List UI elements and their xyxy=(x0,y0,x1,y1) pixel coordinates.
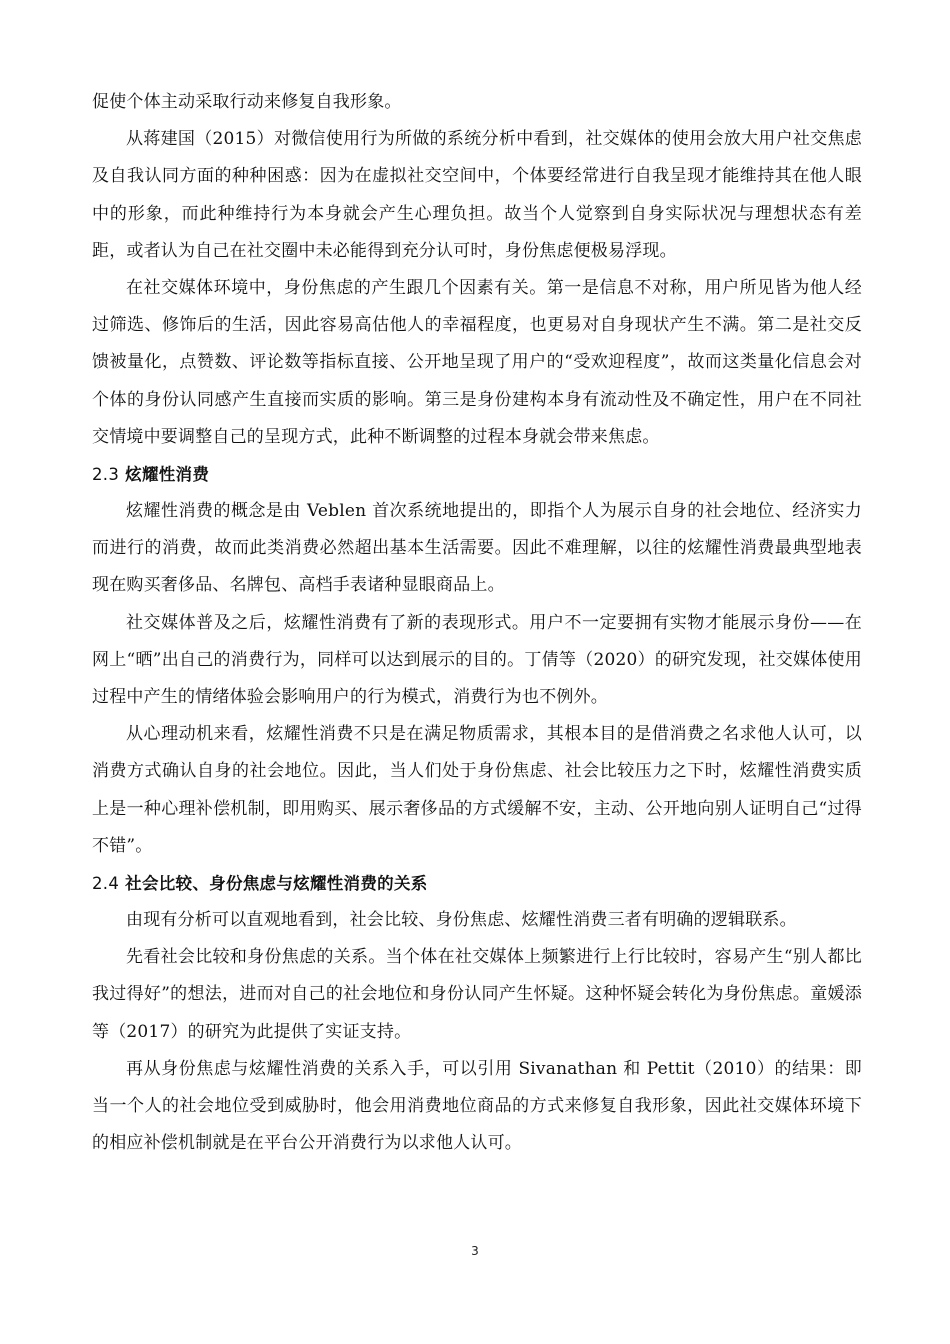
section-heading-2-4 xyxy=(92,865,862,902)
section-number: 2.3 xyxy=(92,465,120,485)
document-body xyxy=(92,84,862,1162)
section-number: 2.4 xyxy=(92,874,120,894)
paragraph: 炫耀性消费的概念是由 Veblen 首次系统地提出的，即指个人为展示自身的社会地位、经济实力而进行的消费，故而此类消费必然超出基本生活需要。因此不难理解，以往的炫耀性消费最典型地表现在购买奢侈品、名牌包、高档手表诸种显眼商品上。 xyxy=(92,501,862,596)
paragraph: 先看社会比较和身份焦虑的关系。当个体在社交媒体上频繁进行上行比较时，容易产生“别人都比我过得好”的想法，进而对自己的社会地位和身份认同产生怀疑。这种怀疑会转化为身份焦虑。童媛添等（2017）的研究为此提供了实证支持。 xyxy=(92,947,862,1042)
paragraph: 再从身份焦虑与炫耀性消费的关系入手，可以引用 Sivanathan 和 Pettit（2010）的结果：即当一个人的社会地位受到威胁时，他会用消费地位商品的方式来修复自我形象，因此社交媒体环境下的相应补偿机制就是在平台公开消费行为以求他人认可。 xyxy=(92,1058,862,1154)
paragraph: 从心理动机来看，炫耀性消费不只是在满足物质需求，其根本目的是借消费之名求他人认可，以消费方式确认自身的社会地位。因此，当人们处于身份焦虑、社会比较压力之下时，炫耀性消费实质上是一种心理补偿机制，即用购买、展示奢侈品的方式缓解不安，主动、公开地向别人证明自己“过得不错”。 xyxy=(92,724,862,856)
paragraph: 社交媒体普及之后，炫耀性消费有了新的表现形式。用户不一定要拥有实物才能展示身份——在网上“晒”出自己的消费行为，同样可以达到展示的目的。丁倩等（2020）的研究发现，社交媒体使用过程中产生的情绪体验会影响用户的行为模式，消费行为也不例外。 xyxy=(92,612,862,708)
paragraph: 从蒋建国（2015）对微信使用行为所做的系统分析中看到，社交媒体的使用会放大用户社交焦虑及自我认同方面的种种困惑：因为在虚拟社交空间中，个体要经常进行自我呈现才能维持其在他人眼中的形象，而此种维持行为本身就会产生心理负担。故当个人觉察到自身实际状况与理想状态有差距，或者认为自己在社交圈中未必能得到充分认可时，身份焦虑便极易浮现。 xyxy=(92,129,862,261)
section-title: 社会比较、身份焦虑与炫耀性消费的关系 xyxy=(125,874,428,894)
paragraph: 促使个体主动采取行动来修复自我形象。 xyxy=(92,92,402,112)
section-title: 炫耀性消费 xyxy=(125,465,210,485)
paragraph: 由现有分析可以直观地看到，社会比较、身份焦虑、炫耀性消费三者有明确的逻辑联系。 xyxy=(126,910,797,931)
paragraph: 在社交媒体环境中，身份焦虑的产生跟几个因素有关。第一是信息不对称，用户所见皆为他人经过筛选、修饰后的生活，因此容易高估他人的幸福程度，也更易对自身现状产生不满。第二是社交反馈被量化，点赞数、评论数等指标直接、公开地呈现了用户的“受欢迎程度”，故而这类量化信息会对个体的身份认同感产生直接而实质的影响。第三是身份建构本身有流动性及不确定性，用户在不同社交情境中要调整自己的呈现方式，此种不断调整的过程本身就会带来焦虑。 xyxy=(92,278,862,447)
section-heading-2-3 xyxy=(92,456,862,493)
page-number: 3 xyxy=(471,1244,479,1258)
